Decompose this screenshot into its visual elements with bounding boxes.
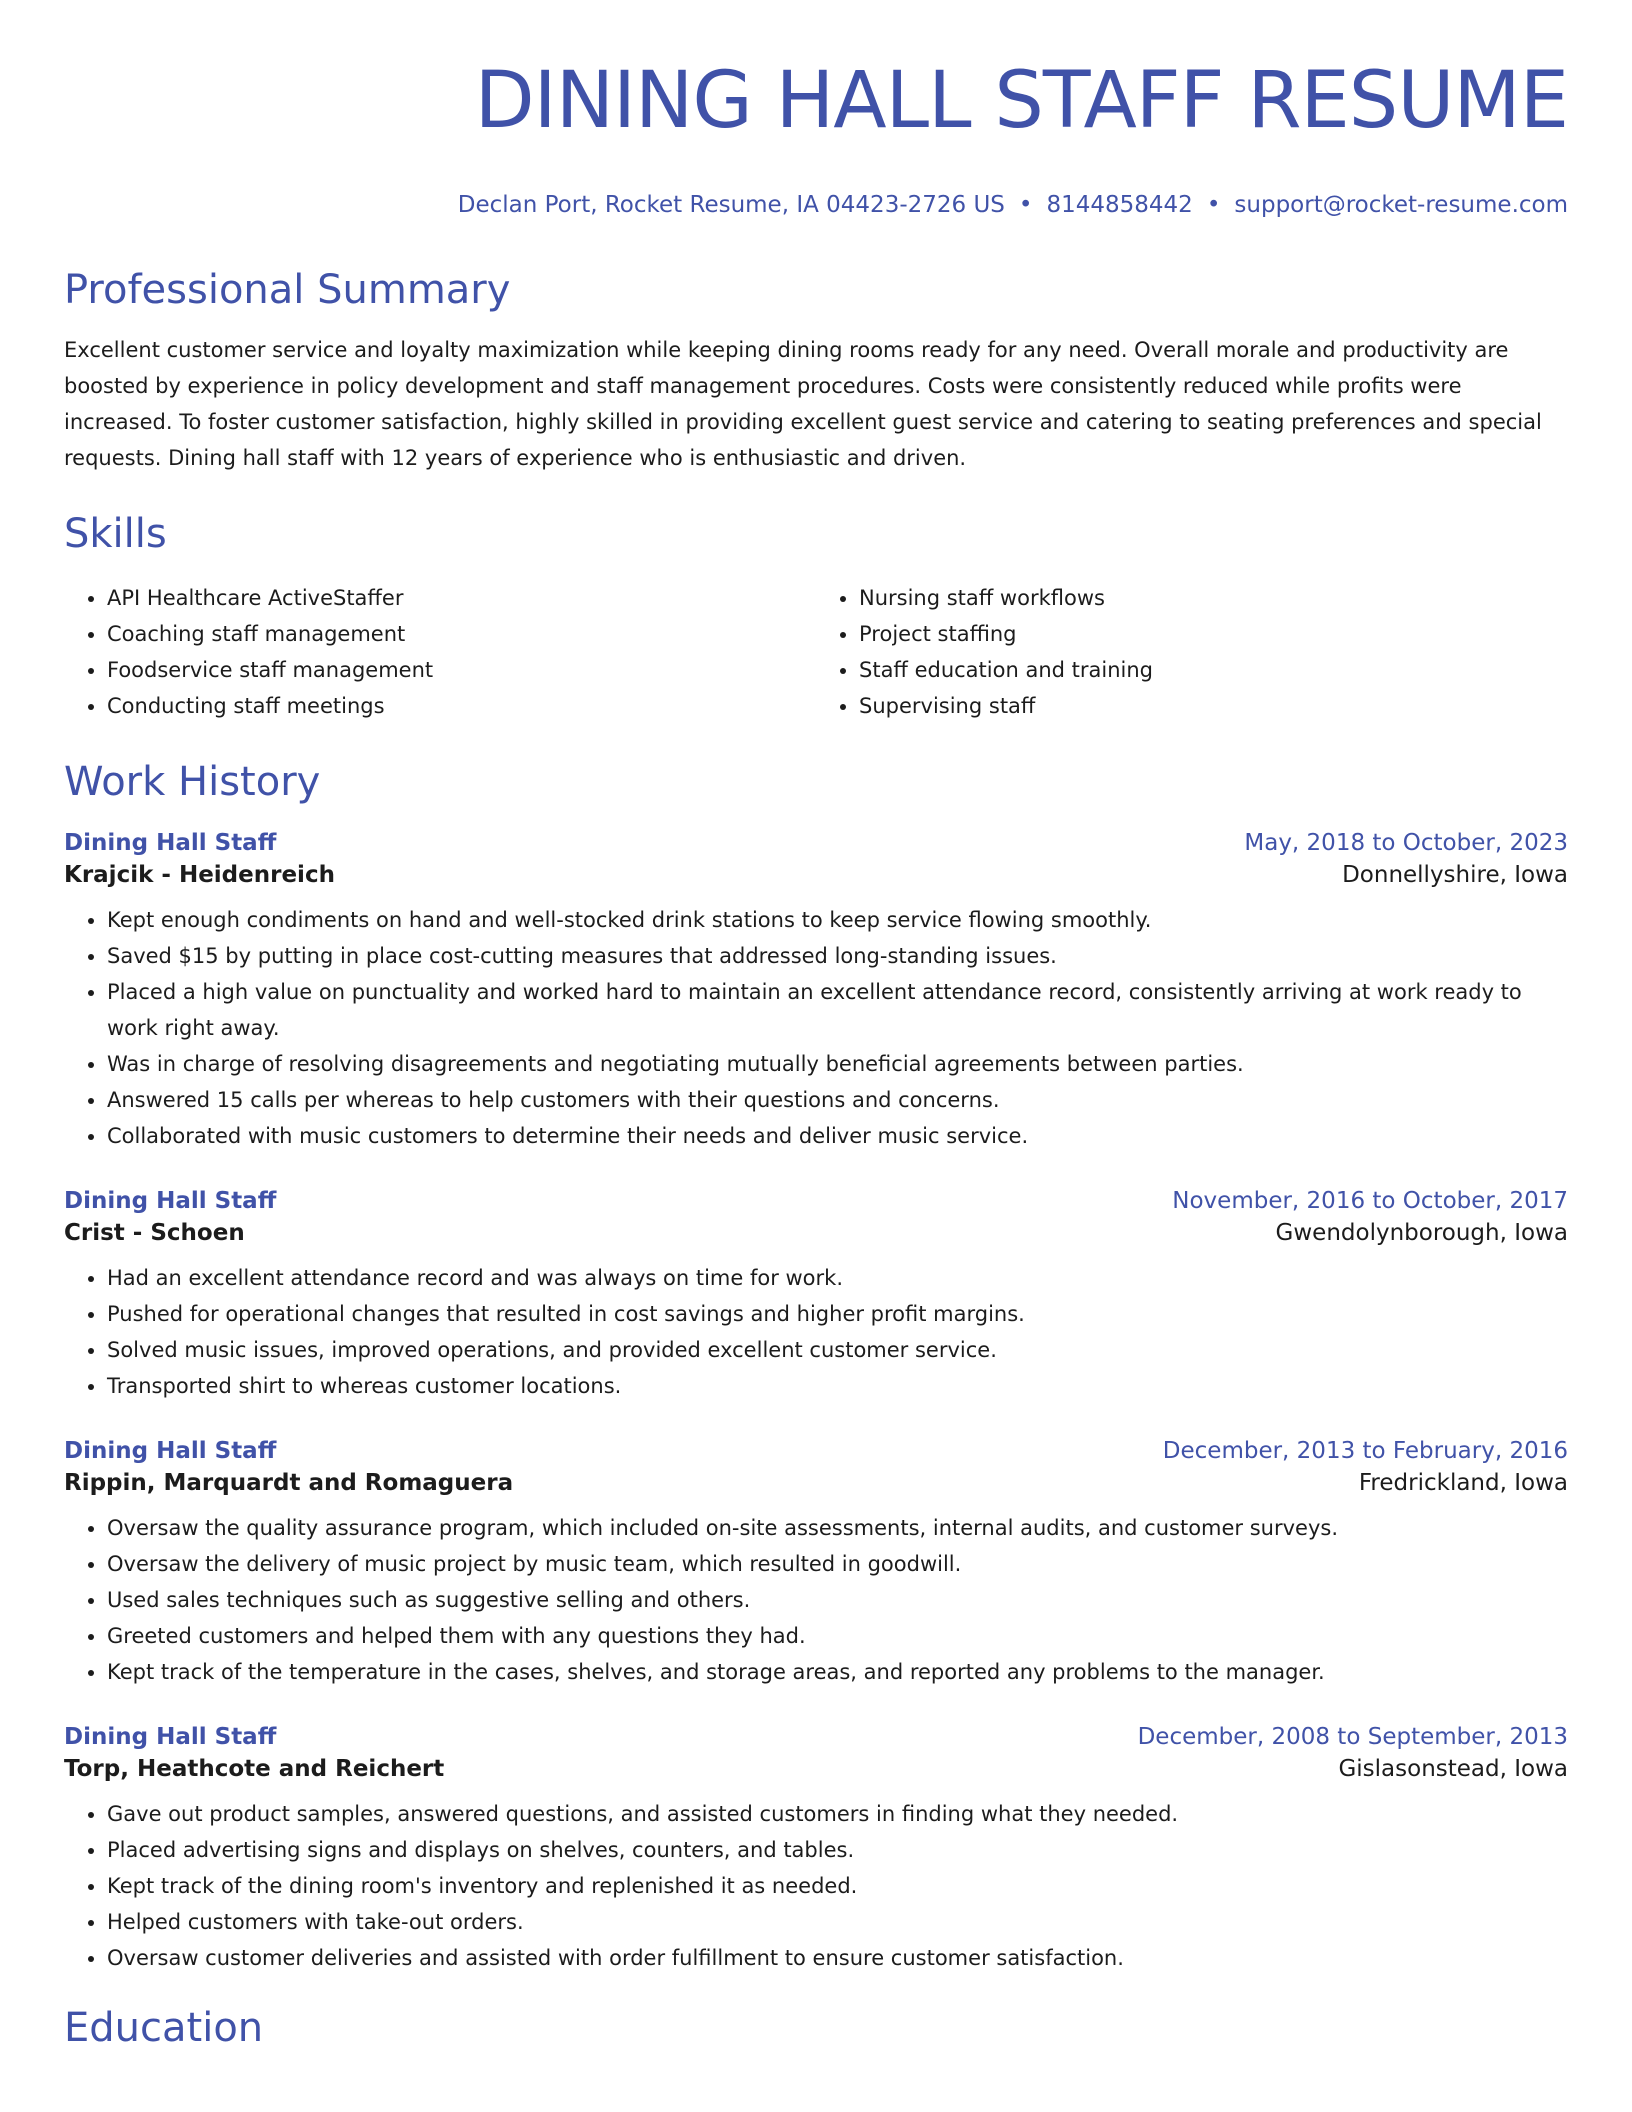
job-company-row (64, 1220, 1568, 1246)
job-title-row (64, 830, 1568, 856)
job-location: Gwendolynborough, Iowa (1275, 1220, 1568, 1247)
job-title: Dining Hall Staff (64, 830, 277, 857)
job-dates: November, 2016 to October, 2017 (1172, 1188, 1568, 1215)
job-entry (64, 1724, 1568, 1976)
skill-item: • Conducting staff meetings (107, 688, 816, 724)
job-location: Fredrickland, Iowa (1358, 1470, 1568, 1497)
job-duty: • Saved $15 by putting in place cost-cutting measures that addressed long-standing issues. (107, 938, 1568, 974)
job-duty: • Solved music issues, improved operations, and provided excellent customer service. (107, 1332, 1568, 1368)
job-duty: • Helped customers with take-out orders. (107, 1904, 1568, 1940)
job-duty: • Oversaw customer deliveries and assisted with order fulfillment to ensure customer satisfaction. (107, 1940, 1568, 1976)
job-title: Dining Hall Staff (64, 1724, 277, 1751)
job-duties (64, 1260, 1568, 1404)
job-duty: • Answered 15 calls per whereas to help customers with their questions and concerns. (107, 1082, 1568, 1118)
job-title: Dining Hall Staff (64, 1188, 277, 1215)
job-duty: • Gave out product samples, answered questions, and assisted customers in finding what they needed. (107, 1796, 1568, 1832)
job-duty: • Oversaw the delivery of music project by music team, which resulted in goodwill. (107, 1546, 1568, 1582)
job-duty: • Transported shirt to whereas customer locations. (107, 1368, 1568, 1404)
job-company: Krajcik - Heidenreich (64, 862, 335, 889)
job-duty: • Oversaw the quality assurance program, which included on-site assessments, internal audits, and customer surveys. (107, 1510, 1568, 1546)
job-company: Torp, Heathcote and Reichert (64, 1756, 445, 1783)
job-location: Gislasonstead, Iowa (1338, 1756, 1568, 1783)
job-duty: • Pushed for operational changes that resulted in cost savings and higher profit margins. (107, 1296, 1568, 1332)
job-duty: • Greeted customers and helped them with any questions they had. (107, 1618, 1568, 1654)
job-title-row (64, 1438, 1568, 1464)
resume-title: DINING HALL STAFF RESUME (474, 56, 1568, 146)
skills-grid (64, 580, 1568, 724)
job-duty: • Kept track of the temperature in the cases, shelves, and storage areas, and reported any problems to the manager. (107, 1654, 1568, 1690)
job-title: Dining Hall Staff (64, 1438, 277, 1465)
skill-item: • Supervising staff (859, 688, 1568, 724)
skills-heading: Skills (64, 511, 167, 558)
skills-list-left (64, 580, 816, 724)
skill-item: • Project staffing (859, 616, 1568, 652)
skill-item: • Nursing staff workflows (859, 580, 1568, 616)
work-history-heading: Work History (64, 759, 321, 806)
job-title-row (64, 1188, 1568, 1214)
job-duties (64, 1510, 1568, 1690)
skill-item: • Staff education and training (859, 652, 1568, 688)
job-company: Crist - Schoen (64, 1220, 245, 1247)
job-location: Donnellyshire, Iowa (1342, 862, 1568, 889)
job-duty: • Placed a high value on punctuality and worked hard to maintain an excellent attendance record, consistently arriving at work ready to work right away. (107, 974, 1568, 1046)
resume-page (64, 0, 1568, 2052)
job-duty: • Had an excellent attendance record and was always on time for work. (107, 1260, 1568, 1296)
job-duty: • Collaborated with music customers to determine their needs and deliver music service. (107, 1118, 1568, 1154)
job-dates: December, 2008 to September, 2013 (1137, 1724, 1568, 1751)
contact-line (64, 192, 1568, 218)
job-duties (64, 1796, 1568, 1976)
job-entry (64, 1438, 1568, 1690)
job-duty: • Kept enough condiments on hand and well-stocked drink stations to keep service flowing smoothly. (107, 902, 1568, 938)
job-duty: • Used sales techniques such as suggestive selling and others. (107, 1582, 1568, 1618)
job-duty: • Placed advertising signs and displays on shelves, counters, and tables. (107, 1832, 1568, 1868)
summary-heading: Professional Summary (64, 267, 511, 314)
contact-separator: • (1206, 192, 1221, 219)
contact-address: Declan Port, Rocket Resume, IA 04423-2726 US (457, 192, 1005, 219)
job-company-row (64, 862, 1568, 888)
job-duty: • Was in charge of resolving disagreements and negotiating mutually beneficial agreements between parties. (107, 1046, 1568, 1082)
skill-item: • Foodservice staff management (107, 652, 816, 688)
job-company-row (64, 1470, 1568, 1496)
contact-email: support@rocket-resume.com (1234, 192, 1568, 219)
job-dates: December, 2013 to February, 2016 (1162, 1438, 1568, 1465)
job-entry (64, 1188, 1568, 1404)
job-dates: May, 2018 to October, 2023 (1244, 830, 1568, 857)
job-duties (64, 902, 1568, 1154)
job-company: Rippin, Marquardt and Romaguera (64, 1470, 514, 1497)
job-title-row (64, 1724, 1568, 1750)
skill-item: • API Healthcare ActiveStaffer (107, 580, 816, 616)
skills-list-right (816, 580, 1568, 724)
job-company-row (64, 1756, 1568, 1782)
skill-item: • Coaching staff management (107, 616, 816, 652)
education-heading: Education (64, 2005, 264, 2052)
contact-phone: 8144858442 (1046, 192, 1193, 219)
job-duty: • Kept track of the dining room's inventory and replenished it as needed. (107, 1868, 1568, 1904)
contact-separator: • (1018, 192, 1033, 219)
summary-text: Excellent customer service and loyalty maximization while keeping dining rooms ready for any need. Overall morale and productivity are boosted by experience in policy development and staff management procedures. Costs were consistently reduced while profits were increased. To foster customer satisfaction, highly skilled in providing excellent guest service and catering to seating preferences and special requests. Dining hall staff with 12 years of experience who is enthusiastic and driven. (64, 338, 1542, 471)
job-entry (64, 830, 1568, 1154)
